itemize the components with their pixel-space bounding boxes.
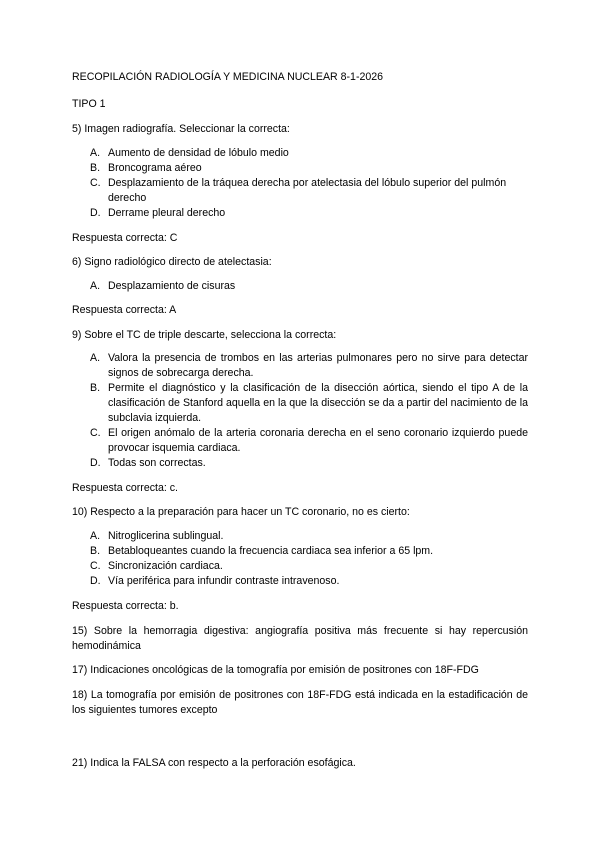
option-item xyxy=(90,206,528,221)
option-text: Desplazamiento de cisuras xyxy=(108,280,236,292)
option-text: Aumento de densidad de lóbulo medio xyxy=(108,147,289,159)
question-10-options xyxy=(90,529,528,589)
question-5-options xyxy=(90,146,528,221)
option-item xyxy=(90,176,528,206)
question-9-answer: Respuesta correcta: c. xyxy=(72,482,178,494)
document-type: TIPO 1 xyxy=(72,98,106,110)
option-item xyxy=(90,351,528,381)
option-text: Vía periférica para infundir contraste intravenoso. xyxy=(108,575,340,587)
option-letter: A. xyxy=(90,147,101,159)
question-6-answer: Respuesta correcta: A xyxy=(72,304,177,316)
option-item xyxy=(90,529,528,544)
question-9-options xyxy=(90,351,528,471)
option-text: Broncograma aéreo xyxy=(108,162,202,174)
question-10-answer: Respuesta correcta: b. xyxy=(72,600,179,612)
option-item xyxy=(90,146,528,161)
option-item xyxy=(90,279,528,294)
option-letter: A. xyxy=(90,280,101,292)
question-6-options xyxy=(90,279,528,294)
question-21-text: 21) Indica la FALSA con respecto a la perforación esofágica. xyxy=(72,757,356,769)
question-5-prompt: 5) Imagen radiografía. Seleccionar la correcta: xyxy=(72,123,290,135)
option-text: Todas son correctas. xyxy=(108,457,206,469)
option-text: Betabloqueantes cuando la frecuencia cardiaca sea inferior a 65 lpm. xyxy=(108,545,434,557)
question-18-text: 18) La tomografía por emisión de positrones con 18F-FDG está indicada en la estadificación de los siguientes tumores excepto xyxy=(72,689,528,716)
option-text: Sincronización cardiaca. xyxy=(108,560,223,572)
option-letter: C. xyxy=(90,177,101,189)
option-item xyxy=(90,559,528,574)
option-letter: B. xyxy=(90,162,101,174)
option-letter: C. xyxy=(90,427,101,439)
question-9-prompt: 9) Sobre el TC de triple descarte, selecciona la correcta: xyxy=(72,329,337,341)
option-letter: A. xyxy=(90,352,101,364)
question-17-text: 17) Indicaciones oncológicas de la tomografía por emisión de positrones con 18F-FDG xyxy=(72,664,479,676)
option-item xyxy=(90,456,528,471)
option-item xyxy=(90,574,528,589)
option-item xyxy=(90,544,528,559)
option-item xyxy=(90,381,528,426)
option-letter: D. xyxy=(90,457,101,469)
question-6-prompt: 6) Signo radiológico directo de atelectasia: xyxy=(72,256,272,268)
option-text: Nitroglicerina sublingual. xyxy=(108,530,224,542)
question-15-text: 15) Sobre la hemorragia digestiva: angiografía positiva más frecuente si hay repercusión hemodinámica xyxy=(72,625,528,652)
option-text: Permite el diagnóstico y la clasificación de la disección aórtica, siendo el tipo A de la clasificación de Stanford aquella en la que la disección se da a partir del nacimiento de la subclavia izquierda. xyxy=(108,382,528,424)
option-letter: A. xyxy=(90,530,101,542)
option-letter: B. xyxy=(90,545,101,557)
option-item xyxy=(90,426,528,456)
option-item xyxy=(90,161,528,176)
option-text: Derrame pleural derecho xyxy=(108,207,226,219)
document-title: RECOPILACIÓN RADIOLOGÍA Y MEDICINA NUCLEAR 8-1-2026 xyxy=(72,71,384,83)
option-text: El origen anómalo de la arteria coronaria derecha en el seno coronario izquierdo puede provocar isquemia cardiaca. xyxy=(108,427,528,454)
option-text: Valora la presencia de trombos en las arterias pulmonares pero no sirve para detectar signos de sobrecarga derecha. xyxy=(108,352,528,379)
question-5-answer: Respuesta correcta: C xyxy=(72,232,178,244)
option-letter: C. xyxy=(90,560,101,572)
question-10-prompt: 10) Respecto a la preparación para hacer un TC coronario, no es cierto: xyxy=(72,506,410,518)
option-letter: D. xyxy=(90,207,101,219)
option-letter: B. xyxy=(90,382,101,394)
option-letter: D. xyxy=(90,575,101,587)
option-text: Desplazamiento de la tráquea derecha por atelectasia del lóbulo superior del pulmón derecho xyxy=(108,177,507,204)
